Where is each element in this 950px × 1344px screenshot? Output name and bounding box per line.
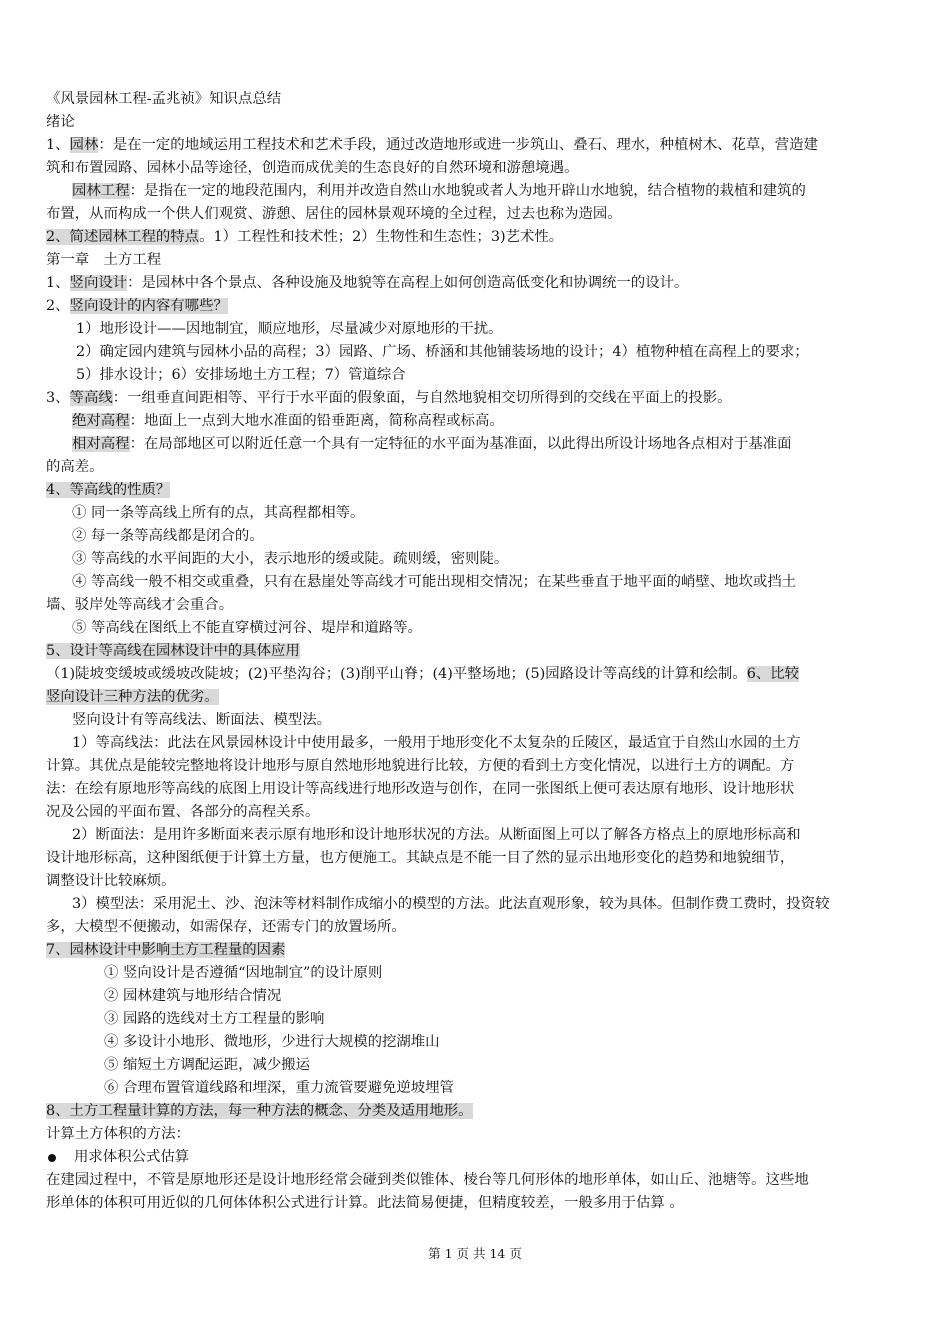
item-contour: 3、等高线：一组垂直间距相等、平行于水平面的假象面，与自然地貌相交切所得到的交线在平面上的投影。 [46,390,732,406]
bullet-dot-icon [48,1154,56,1162]
question-5: 5、设计等高线在园林设计中的具体应用 [46,643,300,659]
item-absolute-elevation: 绝对高程：地面上一点到大地水准面的铅垂距离，简称高程或标高。 [72,413,504,429]
list-item: ① 竖向设计是否遵循“因地制宜”的设计原则 [104,965,383,981]
paragraph-garden-definition: 1、园林：是在一定的地域运用工程技术和艺术手段，通过改造地形或进一步筑山、叠石、理水，种植树木、花草，营造建 筑和布置园路、园林小品等途径，创造而成优美的生态良好的自然环境和游憩境遇。 [46,137,818,176]
question-4: 4、等高线的性质？ [46,482,171,498]
question-7: 7、园林设计中影响土方工程量的因素 [46,942,286,958]
chapter-heading: 第一章 土方工程 [46,252,162,268]
list-item: ① 同一条等高线上所有的点，其高程都相等。 [72,505,365,521]
item-relative-elevation: 相对高程：在局部地区可以附近任意一个具有一定特征的水平面为基准面，以此得出所设计场地各点相对于基准面 [72,436,792,452]
list-item: ② 园林建筑与地形结合情况 [104,988,282,1004]
section-heading-intro: 绪论 [46,114,75,130]
question-5-answer: （1)陡坡变缓坡或缓坡改陡坡；(2)平垫沟谷；(3)削平山脊；(4)平整场地；(5)园路设计等高线的计算和绘制。6、比较 [46,666,800,682]
list-item: ⑤ 缩短土方调配运距，减少搬运 [104,1057,311,1073]
question-6: 竖向设计三种方法的优劣。 [46,689,219,705]
list-item: ⑥ 合理布置管道线路和埋深，重力流管要避免逆坡埋管 [104,1080,454,1096]
list-item: ③ 园路的选线对土方工程量的影响 [104,1011,325,1027]
term-garden-engineering: 园林工程 [72,183,130,199]
term-garden: 园林 [69,137,99,153]
page-footer: 第 1 页 共 14 页 [428,1246,522,1261]
bullet-item: 用求体积公式估算 [46,1146,908,1169]
list-item: ⑤ 等高线在图纸上不能直穿横过河谷、堤岸和道路等。 [72,620,422,636]
calc-intro: 计算土方体积的方法： [46,1126,190,1142]
list-item: ④ 多设计小地形、微地形，少进行大规模的挖湖堆山 [104,1034,440,1050]
item-vertical-design-content: 2、竖向设计的内容有哪些？ [46,298,228,314]
document-title: 《风景园林工程-孟兆祯》知识点总结 [46,91,282,107]
document-body: 《风景园林工程-孟兆祯》知识点总结 绪论 1、园林：是在一定的地域运用工程技术和艺术手段，通过改造地形或进一步筑山、叠石、理水，种植树木、花草，营造建 筑和布置园路、园林小品等途径，创造而成优美的生态良好的自然环境和游憩境遇。 园林工程：是指在一定的地段范围内，利用并改造自然山水地貌或者人为地开辟山水地貌，结合植物的栽植和建筑的 布置，从而构成一个供人们观赏、游憩、居住的园林景观环境的全过程，过去也称为造园。 2、简述园林工程的特点。1）工程性和技术性；2）生物性和生态性；3)艺术性。 第一章 土方工程 1、竖向设计：是园林中各个景点、各种设施及地貌等在高程上如何创造高低变化和协调统一的设计。 2、竖向设计的内容有哪些？ 1）地形设计——因地制宜，顺应地形，尽量减少对原地形的干扰。 2）确定园内建筑与园林小品的高程；3）园路、广场、桥涵和其他铺装场地的设计；4）植物种植在高程上的要求； 5）排水设计；6）安排场地土方工程；7）管道综合 3、等高线：一组垂直间距相等、平行于水平面的假象面，与自然地貌相交切所得到的交线在平面上的投影。 绝对高程：地面上一点到大地水准面的铅垂距离，简称高程或标高。 相对高程：在局部地区可以附近任意一个具有一定特征的水平面为基准面，以此得出所设计场地各点相对于基准面 的高差。 4、等高线的性质？ ① 同一条等高线上所有的点，其高程都相等。 ② 每一条等高线都是闭合的。 ③ 等高线的水平间距的大小，表示地形的缓或陡。疏则缓，密则陡。 ④ 等高线一般不相交或重叠，只有在悬崖处等高线才可能出现相交情况；在某些垂直于地平面的峭壁、地坎或挡土 墙、驳岸处等高线才会重合。 ⑤ 等高线在图纸上不能直穿横过河谷、堤岸和道路等。 5、设计等高线在园林设计中的具体应用 （1)陡坡变缓坡或缓坡改陡坡；(2)平垫沟谷；(3)削平山脊；(4)平整场地；(5)园路设计等高线的计算和绘制。6、比较 竖向设计三种方法的优劣。 竖向设计有等高线法、断面法、模型法。 1）等高线法：此法在风景园林设计中使用最多，一般用于地形变化不太复杂的丘陵区，最适宜于自然山水园的土方 计算。其优点是能较完整地将设计地形与原自然地形地貌进行比较，方便的看到土方变化情况，以进行土方的调配。方 法：在绘有原地形等高线的底图上用设计等高线进行地形改造与创作，在同一张图纸上便可表达原有地形、设计地形状 况及公园的平面布置、各部分的高程关系。 2）断面法：是用许多断面来表示原有地形和设计地形状况的方法。从断面图上可以了解各方格点上的原地形标高和 设计地形标高，这种图纸便于计算土方量，也方便施工。其缺点是不能一目了然的显示出地形变化的趋势和地貌细节， 调整设计比较麻烦。 3）模型法：采用泥土、沙、泡沫等材料制作成缩小的模型的方法。此法直观形象，较为具体。但制作费工费时，投资较 多，大模型不便搬动，如需保存，还需专门的放置场所。 7、园林设计中影响土方工程量的因素 ① 竖向设计是否遵循“因地制宜”的设计原则 ② 园林建筑与地形结合情况 ③ 园路的选线对土方工程量的影响 ④ 多设计小地形、微地形，少进行大规模的挖湖堆山 ⑤ 缩短土方调配运距，减少搬运 ⑥ 合理布置管道线路和埋深，重力流管要避免逆坡埋管 8、土方工程量计算的方法，每一种方法的概念、分类及适用地形。 计算土方体积的方法： 用求体积公式估算 在建园过程中，不管是原地形还是设计地形经常会碰到类似锥体、棱台等几何形体的地形单体，如山丘、池塘等。这些地 形单体的体积可用近似的几何体体积公式进行计算。此法简易便捷，但精度较差，一般多用于估算 。 [46,88,908,1215]
paragraph-garden-engineering: 园林工程：是指在一定的地段范围内，利用并改造自然山水地貌或者人为地开辟山水地貌，结合植物的栽植和建筑的 布置，从而构成一个供人们观赏、游憩、居住的园林景观环境的全过程，过去也称为造园。 [46,183,806,222]
list-item: ④ 等高线一般不相交或重叠，只有在悬崖处等高线才可能出现相交情况；在某些垂直于地平面的峭壁、地坎或挡土 [72,574,797,590]
paragraph-section-method: 2）断面法：是用许多断面来表示原有地形和设计地形状况的方法。从断面图上可以了解各方格点上的原地形标高和 设计地形标高，这种图纸便于计算土方量，也方便施工。其缺点是不能一目了然的显示出地形变化的趋势和地貌细节， 调整设计比较麻烦。 [46,827,801,889]
paragraph-model-method: 3）模型法：采用泥土、沙、泡沫等材料制作成缩小的模型的方法。此法直观形象，较为具体。但制作费工费时，投资较 多，大模型不便搬动，如需保存，还需专门的放置场所。 [46,896,830,935]
question-2: 2、简述园林工程的特点。1）工程性和技术性；2）生物性和生态性；3)艺术性。 [46,229,564,245]
paragraph-contour-method: 1）等高线法：此法在风景园林设计中使用最多，一般用于地形变化不太复杂的丘陵区，最适宜于自然山水园的土方 计算。其优点是能较完整地将设计地形与原自然地形地貌进行比较，方便的看到土方变化情况，以进行土方的调配。方 法：在绘有原地形等高线的底图上用设计等高线进行地形改造与创作，在同一张图纸上便可表达原有地形、设计地形状 况及公园的平面布置、各部分的高程关系。 [46,735,801,820]
paragraph-formula-estimate: 在建园过程中，不管是原地形还是设计地形经常会碰到类似锥体、棱台等几何形体的地形单体，如山丘、池塘等。这些地 形单体的体积可用近似的几何体体积公式进行计算。此法简易便捷，但精度较差，一般多用于估算 。 [46,1172,809,1211]
question-8: 8、土方工程量计算的方法，每一种方法的概念、分类及适用地形。 [46,1103,473,1119]
list-item: ③ 等高线的水平间距的大小，表示地形的缓或陡。疏则缓，密则陡。 [72,551,509,567]
list-item: ② 每一条等高线都是闭合的。 [72,528,264,544]
item-vertical-design: 1、竖向设计：是园林中各个景点、各种设施及地貌等在高程上如何创造高低变化和协调统一的设计。 [46,275,689,291]
